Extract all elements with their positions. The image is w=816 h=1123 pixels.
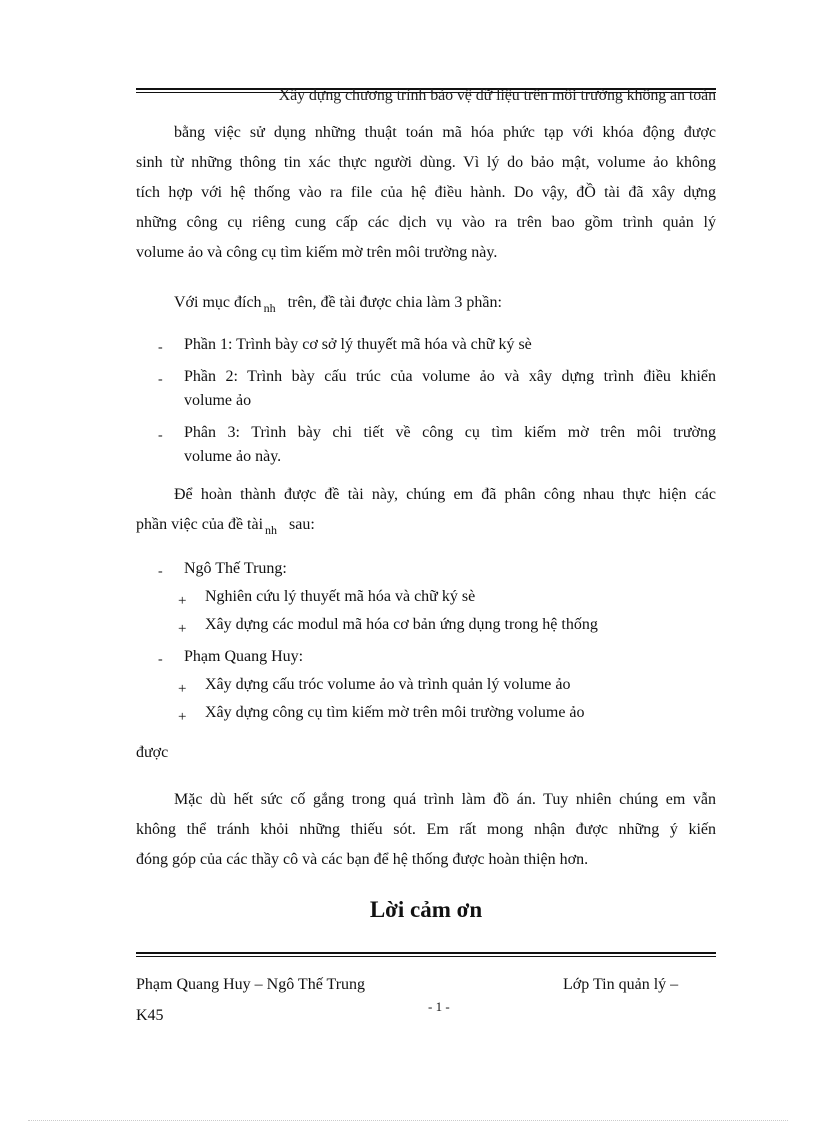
assignment-before: phần việc của đề tài xyxy=(136,516,264,533)
part-item: Phân 3: Trình bày chi tiết về công cụ tìm kiếm mờ trên môi trường xyxy=(184,424,716,441)
assignment-after: sau: xyxy=(289,516,315,533)
part-item-cont: volume ảo xyxy=(184,392,252,409)
assignment-line-2 xyxy=(136,516,315,537)
page-edge-divider xyxy=(28,1120,788,1121)
footer-class: Lớp Tin quản lý – xyxy=(563,976,679,993)
part-item: Phần 2: Trình bày cấu trúc của volume ảo và xây dựng trình điều khiển xyxy=(184,368,716,385)
parts-intro-before: Với mục đích xyxy=(174,294,262,311)
member-name: Ngô Thế Trung: xyxy=(184,560,287,577)
footer-class-cont: K45 xyxy=(136,1007,164,1024)
part-item-cont: volume ảo này. xyxy=(184,448,282,465)
footer-authors: Phạm Quang Huy – Ngô Thế Trung xyxy=(136,976,366,993)
dash-bullet: - xyxy=(158,564,163,579)
member-task: Xây dựng các modul mã hóa cơ bản ứng dụng trong hệ thống xyxy=(205,616,598,633)
plus-bullet: + xyxy=(178,681,187,697)
closing-line: đóng góp của các thầy cô và các bạn để hệ thống được hoàn thiện hơn. xyxy=(136,851,589,868)
stray-word: được xyxy=(136,744,169,761)
dash-bullet: - xyxy=(158,652,163,667)
parts-intro-after: trên, đề tài được chia làm 3 phần: xyxy=(287,294,502,311)
running-header: Xây dựng chương trình bảo vệ dữ liệu trên môi trường không an toàn xyxy=(278,87,716,104)
member-task: Xây dựng công cụ tìm kiếm mờ trên môi trường volume ảo xyxy=(205,704,585,721)
intro-line: những công cụ riêng cung cấp các dịch vụ vào ra trên bao gồm trình quản lý xyxy=(136,214,716,231)
plus-bullet: + xyxy=(178,709,187,725)
assignment-line: Để hoàn thành được đề tài này, chúng em đã phân công nhau thực hiện các xyxy=(174,486,716,503)
intro-line: bằng việc sử dụng những thuật toán mã hóa phức tạp với khóa động được xyxy=(174,124,716,141)
assignment-sub: nh xyxy=(265,523,278,537)
parts-intro-sub: nh xyxy=(263,301,276,315)
intro-line: tích hợp với hệ thống vào ra file của hệ điều hành. Do vậy, đỒ tài đã xây dựng xyxy=(136,184,716,201)
plus-bullet: + xyxy=(178,593,187,609)
dash-bullet: - xyxy=(158,428,163,443)
dash-bullet: - xyxy=(158,340,163,355)
member-task: Xây dựng cấu tróc volume ảo và trình quản lý volume ảo xyxy=(205,676,571,693)
page-number: - 1 - xyxy=(428,999,450,1014)
plus-bullet: + xyxy=(178,621,187,637)
section-heading: Lời cảm ơn xyxy=(369,897,483,922)
member-task: Nghiên cứu lý thuyết mã hóa và chữ ký sè xyxy=(205,588,476,605)
parts-intro xyxy=(174,294,502,315)
dash-bullet: - xyxy=(158,372,163,387)
intro-line: volume ảo và công cụ tìm kiếm mờ trên môi trường này. xyxy=(136,244,498,261)
closing-line: không thể tránh khỏi những thiếu sót. Em rất mong nhận được những ý kiến xyxy=(136,821,716,838)
footer-rule xyxy=(136,952,716,957)
member-name: Phạm Quang Huy: xyxy=(184,648,304,665)
closing-line: Mặc dù hết sức cố gắng trong quá trình làm đồ án. Tuy nhiên chúng em vẫn xyxy=(174,791,716,808)
intro-line: sinh từ những thông tin xác thực người dùng. Vì lý do bảo mật, volume ảo không xyxy=(136,154,716,171)
part-item: Phần 1: Trình bày cơ sở lý thuyết mã hóa và chữ ký sè xyxy=(184,336,532,353)
